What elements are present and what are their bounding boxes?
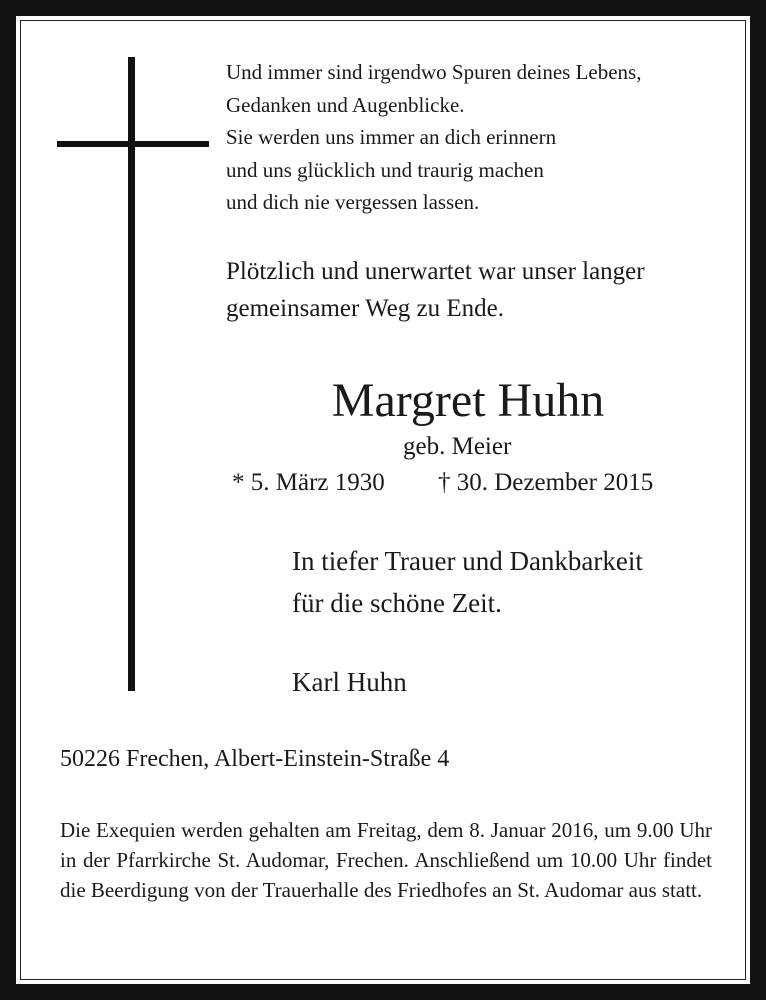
intro-line: gemeinsamer Weg zu Ende. xyxy=(226,295,504,322)
intro-line: Plötzlich und unerwartet war unser langer xyxy=(226,258,645,285)
service-notice: Die Exequien werden gehalten am Freitag, dem 8. Januar 2016, um 9.00 Uhr in der Pfarrkirche St. Audomar, Frechen. Anschließend um 10.00 Uhr findet die Beerdigung von der Trauerhalle des Friedhofes an St. Audomar aus statt. xyxy=(60,818,712,902)
death-date: † 30. Dezember 2015 xyxy=(438,469,654,496)
cross-icon-bar xyxy=(57,141,209,147)
maiden-name: geb. Meier xyxy=(403,433,512,460)
poem-line: und dich nie vergessen lassen. xyxy=(226,190,480,214)
poem-line: Sie werden uns immer an dich erinnern xyxy=(226,125,557,149)
mourning-text xyxy=(292,540,643,624)
mourning-line: für die schöne Zeit. xyxy=(292,588,502,618)
poem-line: Und immer sind irgendwo Spuren deines Lebens, xyxy=(226,60,642,84)
birth-date: * 5. März 1930 xyxy=(232,469,385,496)
mourning-line: In tiefer Trauer und Dankbarkeit xyxy=(292,546,643,576)
deceased-name: Margret Huhn xyxy=(331,374,605,427)
poem xyxy=(226,56,641,219)
poem-line: Gedanken und Augenblicke. xyxy=(226,92,465,117)
address: 50226 Frechen, Albert-Einstein-Straße 4 xyxy=(60,746,450,772)
intro-text xyxy=(226,253,645,327)
poem-line: und uns glücklich und traurig machen xyxy=(226,157,544,182)
signer-name: Karl Huhn xyxy=(292,667,407,697)
